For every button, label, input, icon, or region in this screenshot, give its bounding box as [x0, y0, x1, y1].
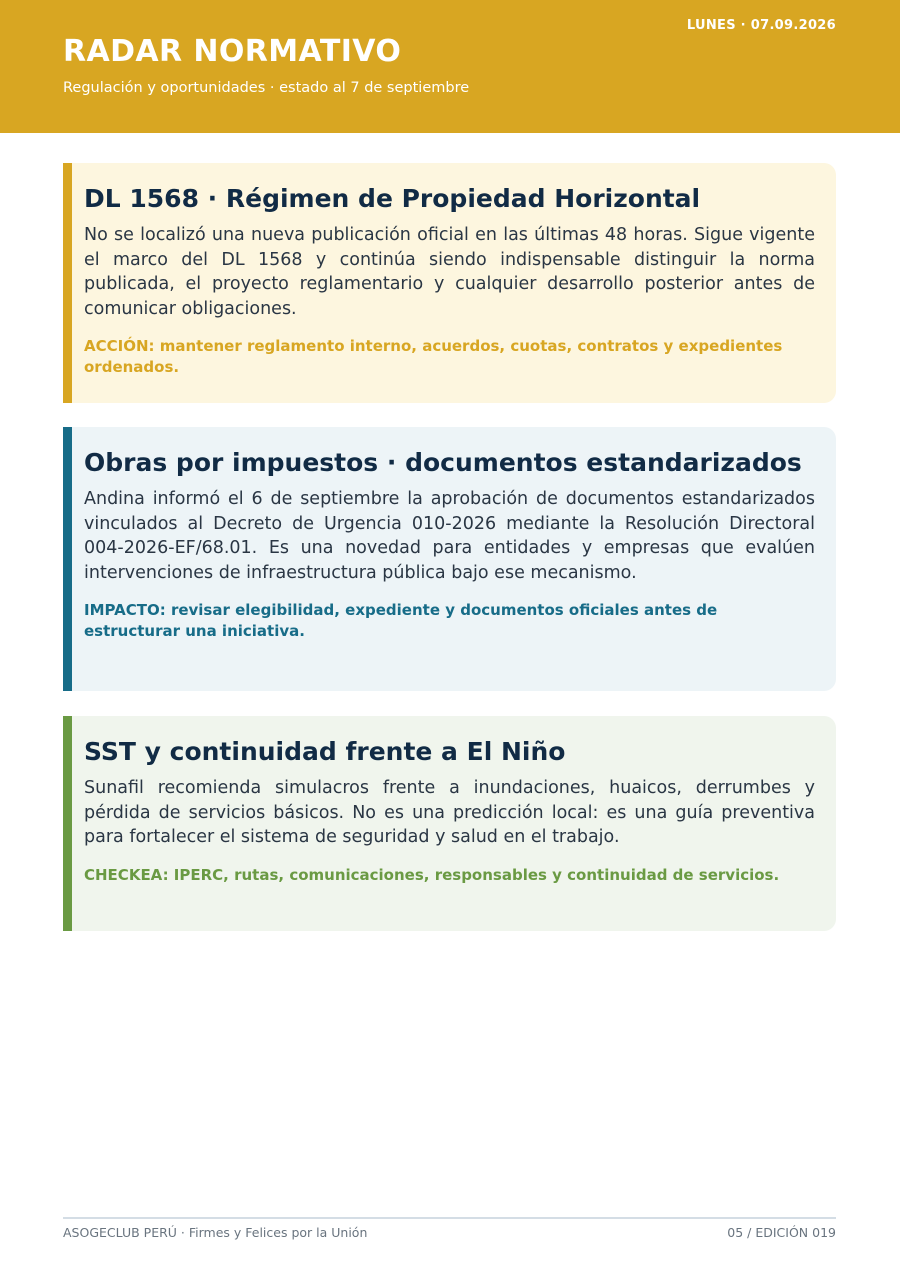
header-banner	[0, 0, 900, 133]
card-body: No se localizó una nueva publicación oficial en las últimas 48 horas. Sigue vigente el marco del DL 1568 y continúa siendo indispensable distinguir la norma publicada, el proyecto reglamentario y cualquier desarrollo posterior antes de comunicar obligaciones.	[84, 225, 815, 319]
card-checklist-note: CHECKEA: IPERC, rutas, comunicaciones, responsables y continuidad de servicios.	[84, 865, 780, 884]
footer-organization: ASOGECLUB PERÚ · Firmes y Felices por la Unión	[63, 1225, 368, 1240]
footer-page-edition: 05 / EDICIÓN 019	[727, 1225, 836, 1240]
card-title: SST y continuidad frente a El Niño	[84, 737, 566, 766]
card-action-note: ACCIÓN: mantener reglamento interno, acuerdos, cuotas, contratos y expedientes ordenados.	[84, 337, 783, 377]
card-title: Obras por impuestos · documentos estandarizados	[84, 448, 802, 477]
card-obras-por-impuestos	[63, 427, 836, 691]
issue-date: LUNES · 07.09.2026	[686, 18, 836, 33]
card-sst-el-nino	[63, 716, 836, 931]
card-body: Andina informó el 6 de septiembre la aprobación de documentos estandarizados vinculados al Decreto de Urgencia 010-2026 mediante la Resolución Directoral 004-2026-EF/68.01. Es una novedad para entidades y empresas que evalúen intervenciones de infraestructura pública bajo ese mecanismo.	[84, 489, 815, 583]
page-subtitle: Regulación y oportunidades · estado al 7 de septiembre	[63, 80, 470, 96]
page-title: RADAR NORMATIVO	[63, 34, 402, 69]
card-title: DL 1568 · Régimen de Propiedad Horizontal	[84, 184, 701, 213]
card-body: Sunafil recomienda simulacros frente a inundaciones, huaicos, derrumbes y pérdida de servicios básicos. No es una predicción local: es una guía preventiva para fortalecer el sistema de seguridad y salud en el trabajo.	[84, 778, 815, 848]
card-impact-note: IMPACTO: revisar elegibilidad, expediente y documentos oficiales antes de estructurar una iniciativa.	[84, 601, 718, 641]
card-propiedad-horizontal	[63, 163, 836, 403]
footer-divider	[63, 1217, 836, 1219]
